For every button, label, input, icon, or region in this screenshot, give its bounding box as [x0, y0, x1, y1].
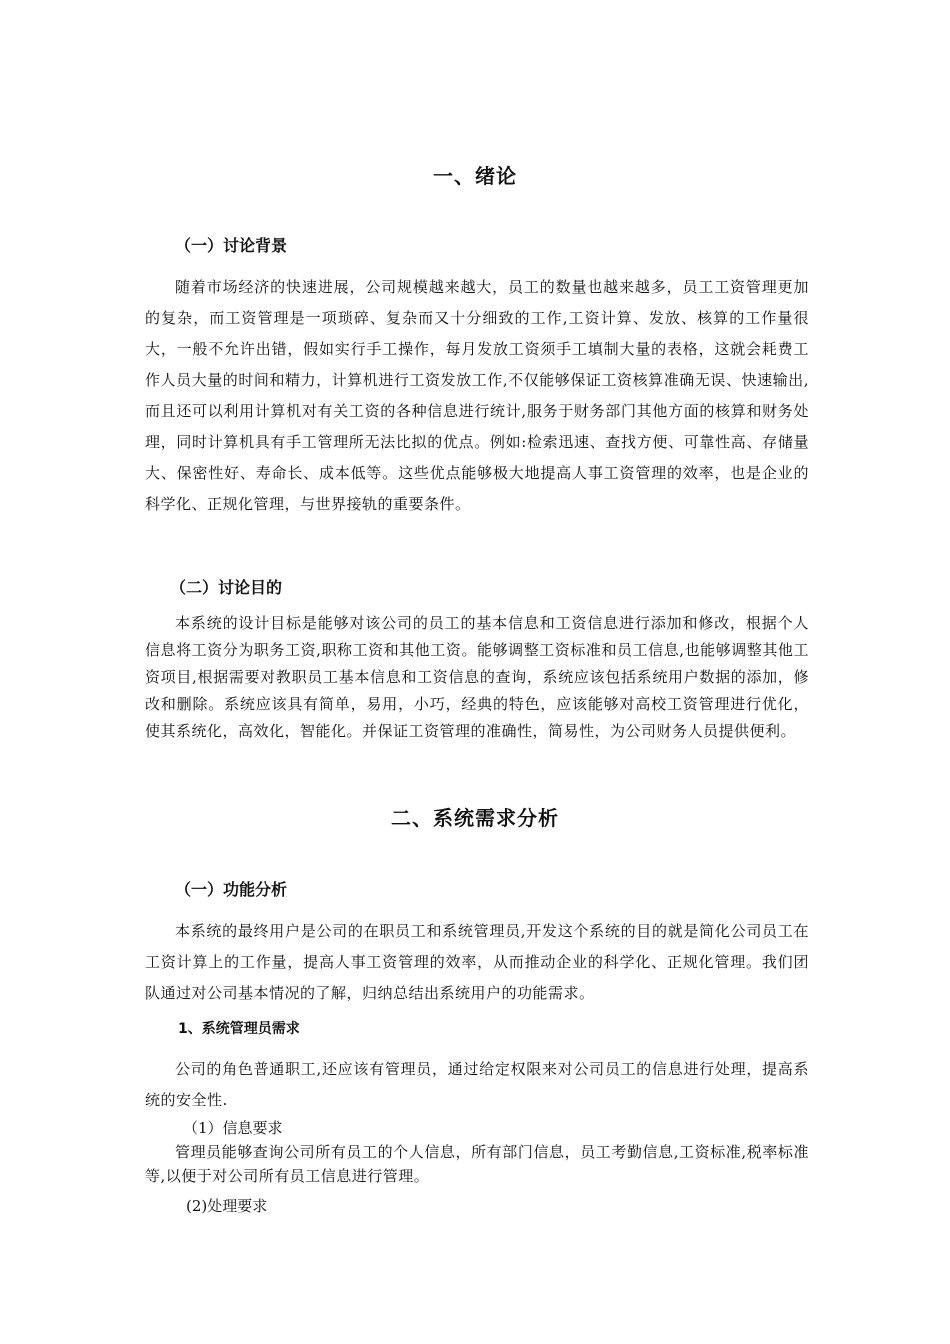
section-2-1-1-heading: 1、系统管理员需求 [178, 1021, 300, 1037]
section-2-title: 二、系统需求分析 [391, 806, 559, 830]
section-1-1-paragraph: 随着市场经济的快速进展，公司规模越来越大，员工的数量也越来越多，员工工资管理更加的复杂，而工资管理是一项琐碎、复杂而又十分细致的工作,工资计算、发放、核算的工作量很大，一般不允许出错，假如实行手工操作，每月发放工资须手工填制大量的表格，这就会耗费工作人员大量的时间和精力，计算机进行工资发放工作,不仅能够保证工资核算准确无误、快速输出,而且还可以利用计算机对有关工资的各种信息进行统计,服务于财务部门其他方面的核算和财务处理，同时计算机具有手工管理所无法比拟的优点。例如:检索迅速、查找方便、可靠性高、存储量大、保密性好、寿命长、成本低等。这些优点能够极大地提高人事工资管理的效率，也是企业的科学化、正规化管理，与世界接轨的重要条件。 [145, 278, 809, 513]
section-1-1-heading: （一）讨论背景 [175, 236, 288, 255]
section-2-1-1-paragraph: 公司的角色普通职工,还应该有管理员，通过给定权限来对公司员工的信息进行处理，提高系统的安全性. [145, 1060, 809, 1109]
info-requirement-paragraph: 管理员能够查询公司所有员工的个人信息，所有部门信息，员工考勤信息,工资标准,税率标准等,以便于对公司所有员工信息进行管理。 [145, 1143, 809, 1185]
section-2-1-paragraph: 本系统的最终用户是公司的在职员工和系统管理员,开发这个系统的目的就是简化公司员工在工资计算上的工作量，提高人事工资管理的效率，从而推动企业的科学化、正规化管理。我们团队通过对公司基本情况的了解，归纳总结出系统用户的功能需求。 [145, 922, 809, 1002]
processing-requirement-label: (2)处理要求 [186, 1197, 268, 1215]
section-2-1-heading: （一）功能分析 [175, 880, 288, 899]
info-requirement-label: （1）信息要求 [183, 1119, 283, 1137]
section-1-2-paragraph: 本系统的设计目标是能够对该公司的员工的基本信息和工资信息进行添加和修改，根据个人信息将工资分为职务工资,职称工资和其他工资。能够调整工资标准和员工信息,也能够调整其他工资项目,根据需要对教职员工基本信息和工资信息的查询，系统应该包括系统用户数据的添加，修改和删除。系统应该具有简单，易用，小巧，经典的特色，应该能够对高校工资管理进行优化，使其系统化，高效化，智能化。并保证工资管理的准确性，简易性，为公司财务人员提供便利。 [145, 614, 809, 740]
section-1-2-heading: （二）讨论目的 [170, 578, 283, 597]
section-1-title: 一、绪论 [433, 164, 517, 188]
